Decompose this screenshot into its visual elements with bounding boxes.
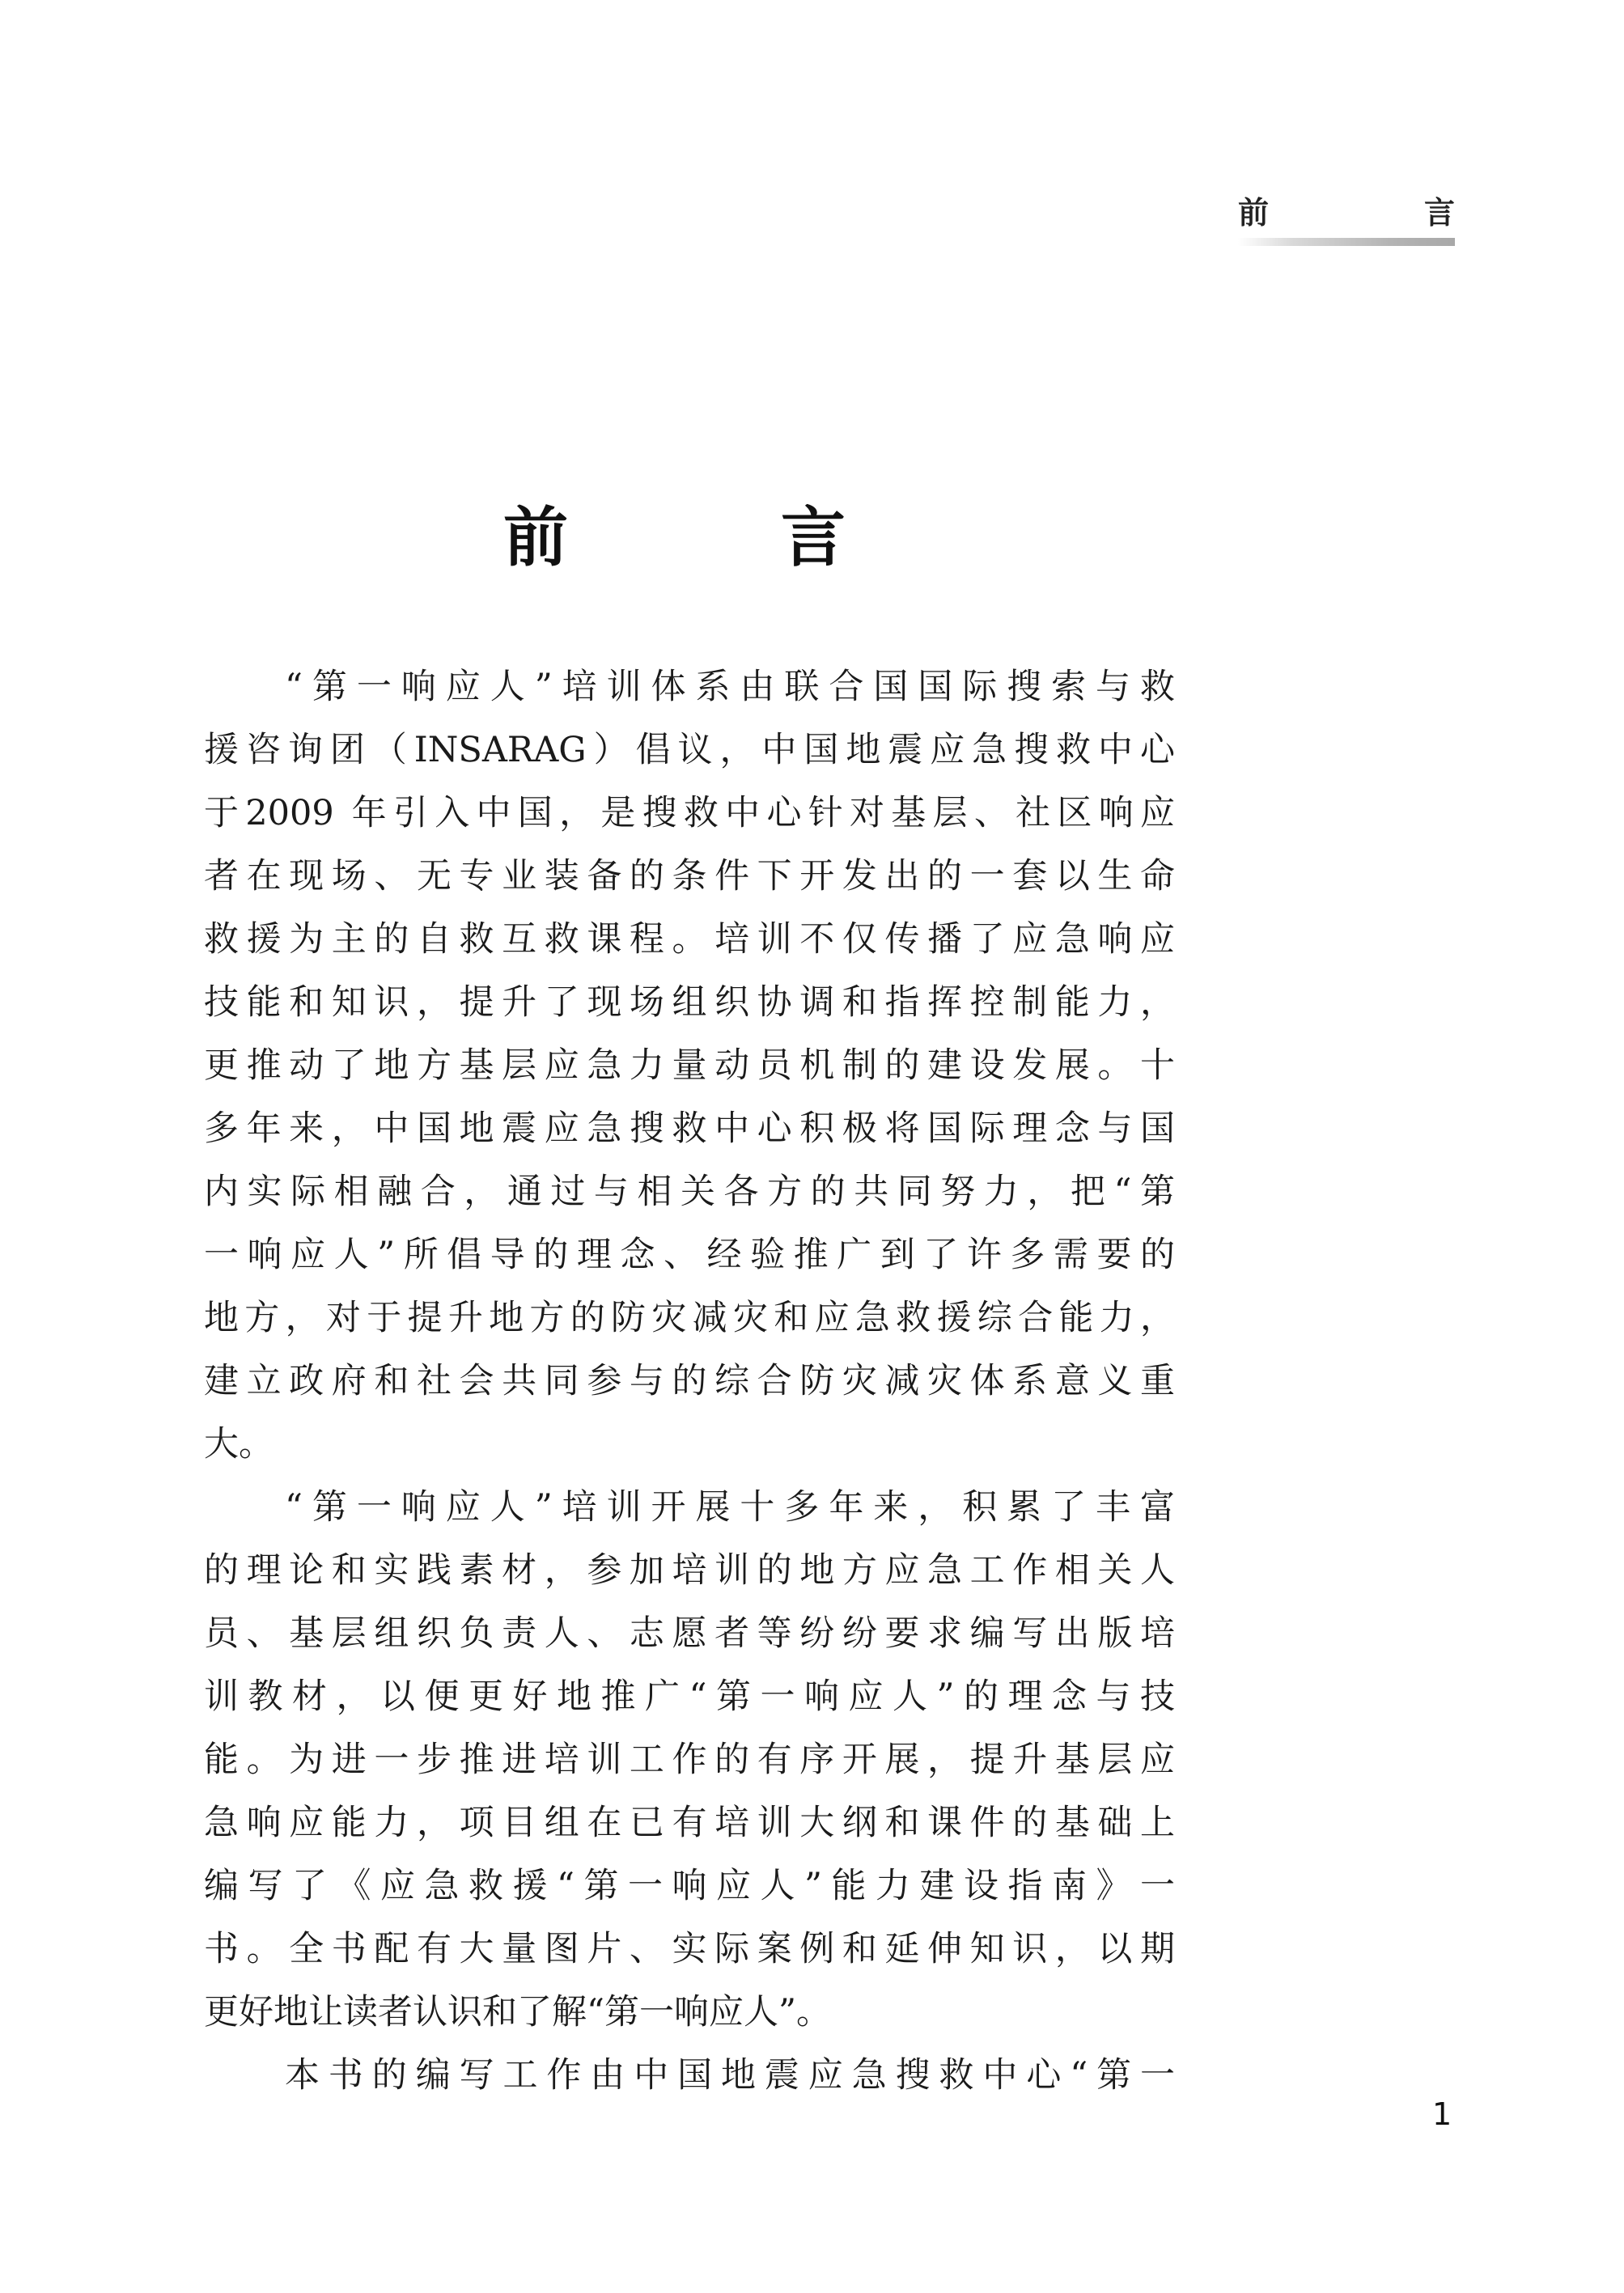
paragraph-line: 援咨询团（INSARAG）倡议，中国地震应急搜救中心 [204, 730, 1175, 770]
paragraph-line: 编写了《应急救援“第一响应人”能力建设指南》一 [204, 1866, 1175, 1906]
paragraph-line: 本书的编写工作由中国地震应急搜救中心“第一 [285, 2055, 1175, 2096]
paragraph-line: 员、基层组织负责人、志愿者等纷纷要求编写出版培 [204, 1613, 1175, 1654]
paragraph-line: 的理论和实践素材，参加培训的地方应急工作相关人 [204, 1550, 1175, 1591]
paragraph-line: 书。全书配有大量图片、实际案例和延伸知识，以期 [204, 1929, 1175, 1969]
paragraph-line: “第一响应人”培训体系由联合国国际搜索与救 [285, 667, 1175, 707]
paragraph-line: 地方，对于提升地方的防灾减灾和应急救援综合能力， [204, 1298, 1175, 1338]
paragraph-line: 更好地让读者认识和了解“第一响应人”。 [204, 1992, 831, 2032]
paragraph-line: 多年来，中国地震应急搜救中心积极将国际理念与国 [204, 1108, 1175, 1149]
paragraph-line: 更推动了地方基层应急力量动员机制的建设发展。十 [204, 1045, 1175, 1086]
page-number: 1 [1432, 2096, 1452, 2132]
paragraph-1 [204, 655, 1175, 1476]
paragraph-line: 救援为主的自救互救课程。培训不仅传播了应急响应 [204, 919, 1175, 960]
running-header-char-2: 言 [1423, 195, 1455, 231]
running-header [1238, 193, 1455, 241]
body-text [204, 655, 1175, 2107]
paragraph-line: 内实际相融合，通过与相关各方的共同努力，把“第 [204, 1172, 1175, 1212]
paragraph-3 [204, 2044, 1175, 2107]
chapter-title-char-2: 言 [781, 500, 846, 575]
paragraph-line: 训教材，以便更好地推广“第一响应人”的理念与技 [204, 1676, 1175, 1717]
chapter-title-char-1: 前 [503, 500, 568, 575]
paragraph-2 [204, 1476, 1175, 2044]
paragraph-line: 技能和知识，提升了现场组织协调和指挥控制能力， [204, 982, 1175, 1023]
running-header-bar [1238, 238, 1455, 246]
paragraph-line: 建立政府和社会共同参与的综合防灾减灾体系意义重 [204, 1361, 1175, 1401]
chapter-title [0, 494, 1624, 591]
running-header-char-1: 前 [1238, 195, 1270, 231]
paragraph-line: 大。 [204, 1424, 273, 1464]
paragraph-line: 能。为进一步推进培训工作的有序开展，提升基层应 [204, 1740, 1175, 1780]
paragraph-line: 一响应人”所倡导的理念、经验推广到了许多需要的 [204, 1235, 1175, 1275]
paragraph-line: “第一响应人”培训开展十多年来，积累了丰富 [285, 1487, 1175, 1528]
paragraph-line: 者在现场、无专业装备的条件下开发出的一套以生命 [204, 856, 1175, 896]
paragraph-line: 急响应能力，项目组在已有培训大纲和课件的基础上 [204, 1803, 1175, 1843]
paragraph-line: 于2009 年引入中国，是搜救中心针对基层、社区响应 [204, 793, 1175, 833]
